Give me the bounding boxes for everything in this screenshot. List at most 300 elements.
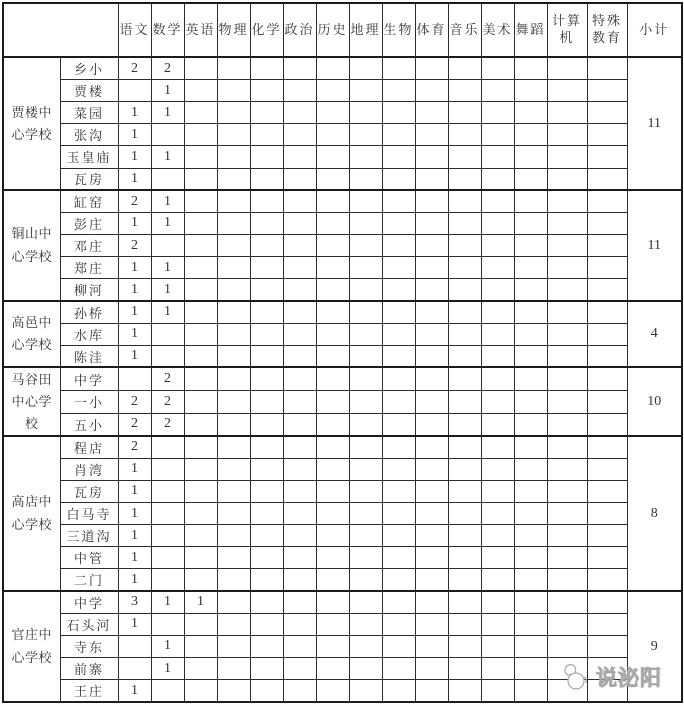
value-cell	[250, 190, 283, 212]
value-cell: 1	[118, 680, 151, 702]
subject-header-13: 舞蹈	[514, 3, 547, 57]
value-cell	[151, 569, 184, 591]
value-cell	[184, 234, 217, 256]
value-cell	[283, 502, 316, 524]
value-cell	[217, 168, 250, 190]
value-cell	[415, 436, 448, 458]
value-cell	[587, 345, 627, 367]
value-cell	[316, 458, 349, 480]
value-cell	[250, 480, 283, 502]
value-cell	[217, 57, 250, 79]
value-cell: 1	[151, 591, 184, 613]
value-cell	[250, 301, 283, 323]
value-cell	[547, 657, 587, 679]
value-cell	[217, 234, 250, 256]
value-cell	[184, 323, 217, 345]
value-cell	[217, 458, 250, 480]
value-cell	[316, 345, 349, 367]
table-row	[3, 367, 682, 390]
value-cell	[184, 345, 217, 367]
value-cell	[283, 591, 316, 613]
value-cell	[382, 345, 415, 367]
value-cell	[514, 212, 547, 234]
value-cell	[316, 680, 349, 702]
subject-header-5: 化学	[250, 3, 283, 57]
value-cell	[547, 458, 587, 480]
value-cell	[349, 301, 382, 323]
value-cell	[250, 168, 283, 190]
value-cell	[316, 480, 349, 502]
value-cell: 1	[118, 323, 151, 345]
site-cell: 程店	[60, 436, 118, 458]
value-cell	[250, 502, 283, 524]
value-cell	[481, 80, 514, 102]
value-cell	[547, 390, 587, 413]
value-cell	[316, 301, 349, 323]
value-cell	[514, 613, 547, 635]
value-cell	[349, 502, 382, 524]
value-cell	[514, 635, 547, 657]
subject-header-9: 生物	[382, 3, 415, 57]
value-cell	[514, 168, 547, 190]
value-cell: 2	[118, 57, 151, 79]
site-cell: 菜园	[60, 102, 118, 124]
subtotal-cell: 9	[627, 591, 682, 702]
value-cell	[587, 102, 627, 124]
value-cell	[283, 301, 316, 323]
value-cell	[382, 547, 415, 569]
table-row	[3, 323, 682, 345]
value-cell	[415, 591, 448, 613]
site-cell: 瓦房	[60, 168, 118, 190]
site-cell: 贾楼	[60, 80, 118, 102]
value-cell: 1	[118, 525, 151, 547]
value-cell	[415, 80, 448, 102]
value-cell	[349, 323, 382, 345]
value-cell	[250, 591, 283, 613]
value-cell	[514, 525, 547, 547]
value-cell	[283, 234, 316, 256]
value-cell	[151, 168, 184, 190]
value-cell	[514, 680, 547, 702]
value-cell	[514, 190, 547, 212]
value-cell	[349, 458, 382, 480]
value-cell	[217, 480, 250, 502]
value-cell	[547, 146, 587, 168]
site-cell: 缸窑	[60, 190, 118, 212]
value-cell	[481, 323, 514, 345]
value-cell	[415, 547, 448, 569]
value-cell	[118, 635, 151, 657]
value-cell	[250, 436, 283, 458]
value-cell	[547, 525, 587, 547]
value-cell	[415, 190, 448, 212]
value-cell	[448, 413, 481, 436]
value-cell	[587, 146, 627, 168]
value-cell	[184, 57, 217, 79]
subtotal-cell: 8	[627, 436, 682, 591]
value-cell	[448, 635, 481, 657]
value-cell	[415, 480, 448, 502]
value-cell	[481, 257, 514, 279]
value-cell	[481, 212, 514, 234]
table-row	[3, 279, 682, 301]
value-cell	[587, 458, 627, 480]
value-cell	[217, 190, 250, 212]
subject-header-15: 特殊教育	[587, 3, 627, 57]
value-cell	[415, 390, 448, 413]
value-cell	[514, 124, 547, 146]
value-cell: 2	[118, 234, 151, 256]
value-cell	[415, 212, 448, 234]
value-cell	[481, 367, 514, 390]
site-cell: 中学	[60, 367, 118, 390]
value-cell	[316, 323, 349, 345]
table-row	[3, 190, 682, 212]
value-cell: 1	[151, 80, 184, 102]
value-cell	[415, 502, 448, 524]
value-cell	[184, 168, 217, 190]
value-cell	[184, 390, 217, 413]
value-cell	[217, 345, 250, 367]
value-cell	[448, 547, 481, 569]
value-cell	[448, 212, 481, 234]
value-cell: 1	[118, 547, 151, 569]
value-cell	[349, 547, 382, 569]
value-cell	[415, 367, 448, 390]
value-cell	[250, 657, 283, 679]
teacher-allocation-table	[2, 2, 683, 703]
value-cell	[547, 569, 587, 591]
value-cell	[184, 413, 217, 436]
value-cell	[448, 323, 481, 345]
value-cell	[217, 301, 250, 323]
value-cell: 3	[118, 591, 151, 613]
value-cell	[382, 680, 415, 702]
value-cell	[481, 345, 514, 367]
value-cell	[316, 569, 349, 591]
value-cell	[481, 301, 514, 323]
value-cell	[316, 257, 349, 279]
value-cell	[415, 124, 448, 146]
value-cell	[316, 367, 349, 390]
value-cell	[547, 680, 587, 702]
value-cell	[547, 212, 587, 234]
value-cell	[250, 345, 283, 367]
value-cell	[250, 367, 283, 390]
value-cell	[514, 257, 547, 279]
value-cell	[481, 436, 514, 458]
value-cell	[547, 480, 587, 502]
value-cell	[481, 146, 514, 168]
value-cell	[217, 635, 250, 657]
value-cell	[382, 57, 415, 79]
subject-header-3: 英语	[184, 3, 217, 57]
subject-header-2: 数学	[151, 3, 184, 57]
value-cell	[283, 279, 316, 301]
value-cell	[481, 390, 514, 413]
value-cell	[316, 547, 349, 569]
watermark-text: 说泌阳	[596, 666, 662, 690]
value-cell	[448, 613, 481, 635]
value-cell	[217, 547, 250, 569]
value-cell	[283, 323, 316, 345]
value-cell	[547, 345, 587, 367]
value-cell	[514, 367, 547, 390]
value-cell	[587, 80, 627, 102]
value-cell	[283, 547, 316, 569]
school-cell: 官庄中心学校	[3, 591, 60, 702]
value-cell	[283, 102, 316, 124]
value-cell	[349, 190, 382, 212]
site-cell: 中管	[60, 547, 118, 569]
value-cell	[382, 591, 415, 613]
value-cell	[587, 124, 627, 146]
value-cell	[184, 502, 217, 524]
value-cell	[349, 657, 382, 679]
value-cell	[283, 57, 316, 79]
value-cell	[118, 657, 151, 679]
value-cell	[514, 146, 547, 168]
value-cell	[118, 367, 151, 390]
value-cell	[514, 436, 547, 458]
value-cell	[547, 190, 587, 212]
value-cell: 1	[118, 279, 151, 301]
value-cell	[514, 547, 547, 569]
value-cell	[481, 657, 514, 679]
value-cell: 2	[118, 390, 151, 413]
value-cell	[382, 279, 415, 301]
value-cell	[151, 613, 184, 635]
value-cell	[481, 613, 514, 635]
value-cell	[481, 413, 514, 436]
value-cell	[349, 390, 382, 413]
value-cell	[349, 57, 382, 79]
value-cell	[184, 613, 217, 635]
value-cell	[217, 680, 250, 702]
value-cell: 1	[118, 168, 151, 190]
value-cell	[514, 480, 547, 502]
value-cell	[184, 367, 217, 390]
value-cell	[217, 657, 250, 679]
school-cell: 贾楼中心学校	[3, 57, 60, 190]
value-cell	[415, 323, 448, 345]
value-cell	[448, 390, 481, 413]
site-cell: 水库	[60, 323, 118, 345]
value-cell	[151, 525, 184, 547]
value-cell	[349, 591, 382, 613]
value-cell	[448, 168, 481, 190]
value-cell	[448, 569, 481, 591]
value-cell	[349, 680, 382, 702]
value-cell	[448, 234, 481, 256]
site-cell: 孙桥	[60, 301, 118, 323]
value-cell	[349, 345, 382, 367]
table-row	[3, 390, 682, 413]
value-cell	[514, 390, 547, 413]
value-cell	[349, 436, 382, 458]
value-cell	[448, 190, 481, 212]
value-cell	[514, 502, 547, 524]
value-cell	[250, 525, 283, 547]
value-cell	[415, 657, 448, 679]
value-cell	[349, 146, 382, 168]
value-cell	[250, 234, 283, 256]
value-cell	[250, 124, 283, 146]
value-cell	[481, 591, 514, 613]
value-cell	[217, 257, 250, 279]
value-cell	[184, 547, 217, 569]
subject-header-10: 体育	[415, 3, 448, 57]
value-cell	[415, 301, 448, 323]
value-cell	[448, 502, 481, 524]
value-cell	[448, 458, 481, 480]
value-cell	[448, 436, 481, 458]
value-cell	[415, 345, 448, 367]
value-cell	[415, 680, 448, 702]
value-cell	[316, 657, 349, 679]
value-cell	[587, 367, 627, 390]
value-cell	[217, 502, 250, 524]
value-cell	[316, 635, 349, 657]
value-cell	[283, 345, 316, 367]
value-cell	[151, 458, 184, 480]
value-cell	[587, 436, 627, 458]
value-cell	[415, 279, 448, 301]
school-cell: 高店中心学校	[3, 436, 60, 591]
value-cell	[184, 212, 217, 234]
table-row	[3, 124, 682, 146]
value-cell	[349, 635, 382, 657]
value-cell	[382, 212, 415, 234]
value-cell	[283, 80, 316, 102]
table-row	[3, 657, 682, 679]
value-cell	[587, 257, 627, 279]
school-cell: 铜山中心学校	[3, 190, 60, 301]
value-cell: 2	[151, 367, 184, 390]
value-cell	[316, 279, 349, 301]
value-cell	[382, 367, 415, 390]
value-cell	[415, 613, 448, 635]
value-cell	[250, 413, 283, 436]
value-cell	[382, 80, 415, 102]
value-cell: 1	[118, 124, 151, 146]
value-cell	[217, 367, 250, 390]
table-row	[3, 525, 682, 547]
value-cell	[481, 190, 514, 212]
value-cell: 2	[118, 413, 151, 436]
value-cell	[547, 80, 587, 102]
value-cell	[217, 323, 250, 345]
value-cell	[349, 569, 382, 591]
value-cell	[316, 146, 349, 168]
value-cell	[316, 436, 349, 458]
value-cell	[587, 301, 627, 323]
value-cell	[184, 80, 217, 102]
value-cell	[382, 635, 415, 657]
value-cell	[151, 547, 184, 569]
value-cell	[587, 635, 627, 657]
value-cell	[415, 234, 448, 256]
table-row	[3, 502, 682, 524]
table-row	[3, 480, 682, 502]
value-cell	[481, 458, 514, 480]
value-cell	[382, 323, 415, 345]
school-cell: 高邑中心学校	[3, 301, 60, 367]
value-cell	[587, 190, 627, 212]
value-cell	[316, 525, 349, 547]
value-cell: 1	[151, 190, 184, 212]
value-cell	[514, 323, 547, 345]
value-cell	[382, 613, 415, 635]
subtotal-cell: 11	[627, 190, 682, 301]
value-cell	[250, 680, 283, 702]
value-cell	[349, 234, 382, 256]
value-cell: 1	[151, 301, 184, 323]
value-cell	[382, 436, 415, 458]
value-cell	[587, 591, 627, 613]
value-cell	[481, 547, 514, 569]
subject-header-6: 政治	[283, 3, 316, 57]
value-cell	[184, 458, 217, 480]
value-cell	[184, 190, 217, 212]
value-cell	[382, 569, 415, 591]
value-cell	[283, 657, 316, 679]
value-cell	[349, 212, 382, 234]
value-cell	[382, 168, 415, 190]
value-cell	[587, 390, 627, 413]
value-cell	[250, 635, 283, 657]
value-cell	[217, 212, 250, 234]
value-cell	[547, 57, 587, 79]
table-row	[3, 591, 682, 613]
value-cell	[283, 436, 316, 458]
value-cell	[283, 257, 316, 279]
value-cell	[184, 680, 217, 702]
value-cell	[514, 413, 547, 436]
subject-header-14: 计算机	[547, 3, 587, 57]
value-cell	[349, 257, 382, 279]
value-cell: 2	[151, 390, 184, 413]
value-cell	[151, 124, 184, 146]
value-cell	[448, 345, 481, 367]
value-cell	[217, 525, 250, 547]
value-cell	[250, 80, 283, 102]
value-cell	[349, 168, 382, 190]
value-cell	[283, 480, 316, 502]
value-cell	[587, 613, 627, 635]
value-cell	[283, 146, 316, 168]
table-row	[3, 57, 682, 79]
value-cell: 1	[118, 480, 151, 502]
site-cell: 张沟	[60, 124, 118, 146]
subject-header-8: 地理	[349, 3, 382, 57]
value-cell	[514, 279, 547, 301]
value-cell	[448, 279, 481, 301]
value-cell	[184, 102, 217, 124]
value-cell	[184, 635, 217, 657]
site-cell: 王庄	[60, 680, 118, 702]
value-cell	[587, 502, 627, 524]
value-cell	[481, 102, 514, 124]
value-cell: 1	[184, 591, 217, 613]
value-cell	[184, 436, 217, 458]
value-cell	[217, 279, 250, 301]
value-cell	[415, 168, 448, 190]
value-cell	[514, 57, 547, 79]
value-cell	[283, 390, 316, 413]
value-cell	[283, 413, 316, 436]
